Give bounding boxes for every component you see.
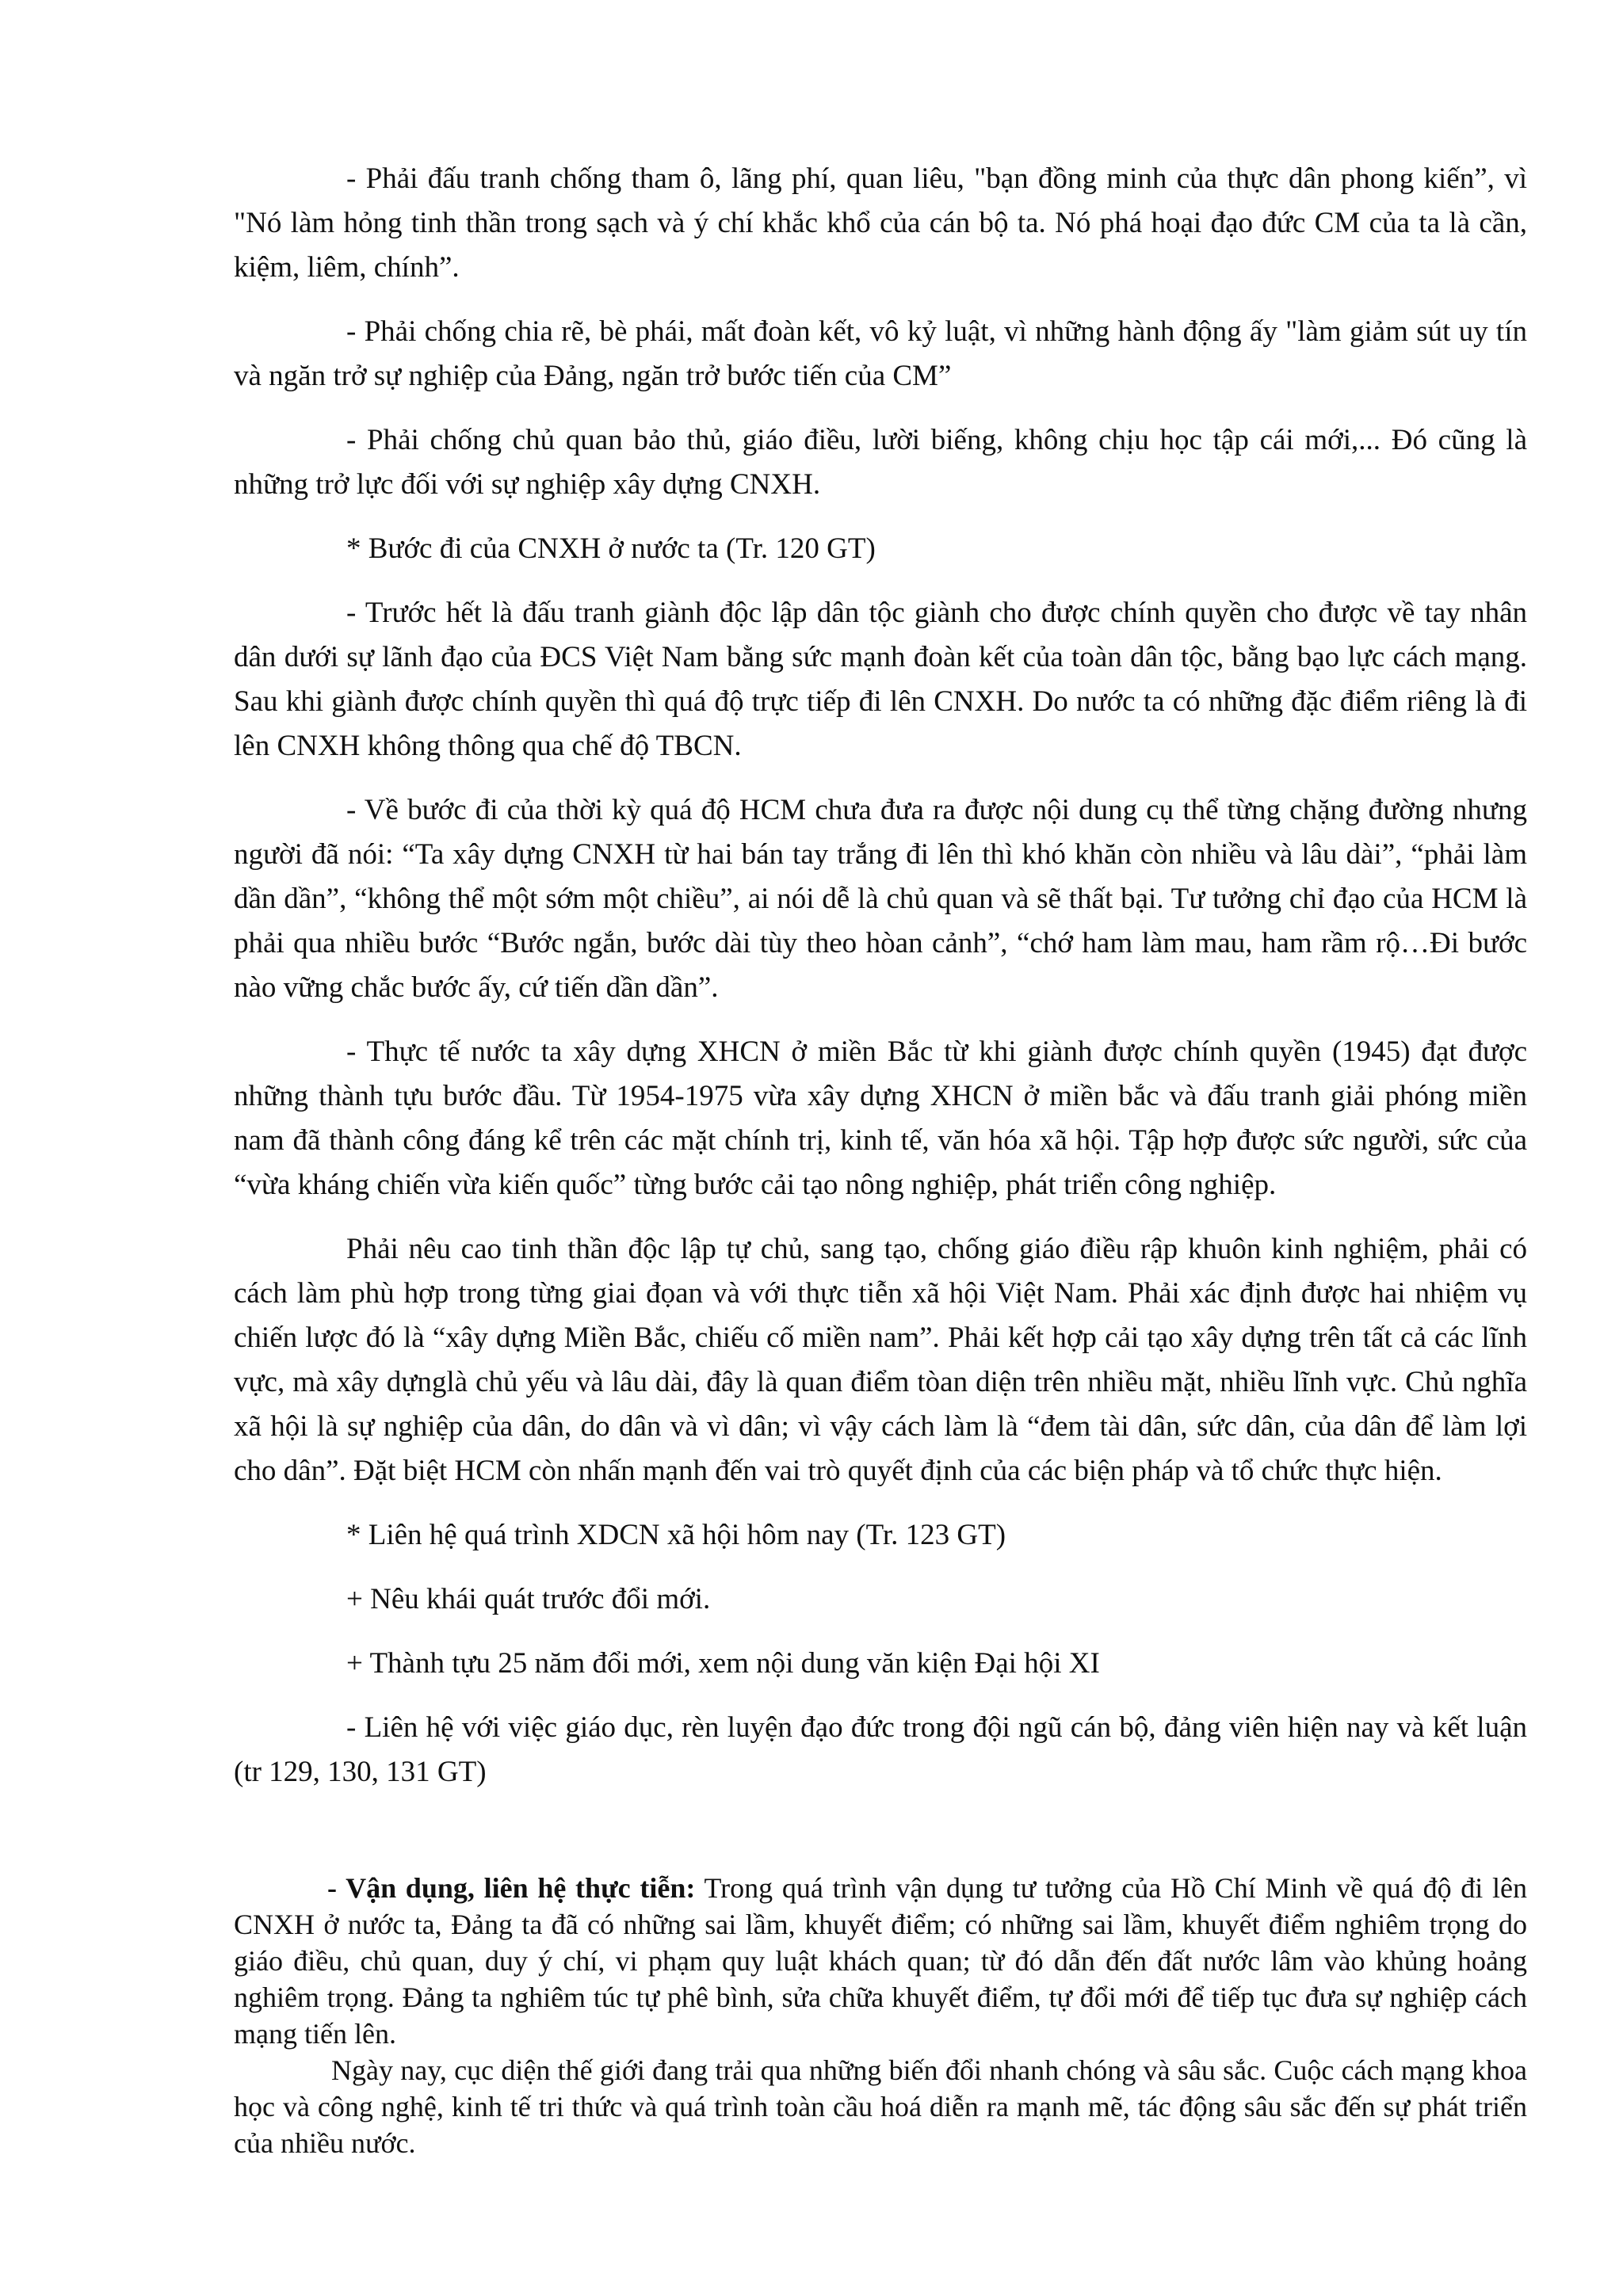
application-section xyxy=(234,1870,1527,2161)
paragraph-ethics-education: - Liên hệ với việc giáo dục, rèn luyện đạo đức trong đội ngũ cán bộ, đảng viên hiện nay và kết luận (tr 129, 130, 131 GT) xyxy=(234,1711,1527,1788)
paragraph-anti-corruption: - Phải đấu tranh chống tham ô, lãng phí, quan liêu, "bạn đồng minh của thực dân phong kiến”, vì "Nó làm hỏng tinh thần trong sạch và ý chí khắc khổ của cán bộ ta. Nó phá hoại đạo đức CM của ta là cần, kiệm, liêm, chính”. xyxy=(234,162,1527,284)
paragraph-practical-application xyxy=(234,1870,1527,2052)
item-before-renovation: + Nêu khái quát trước đổi mới. xyxy=(346,1583,711,1615)
paragraph-anti-division: - Phải chống chia rẽ, bè phái, mất đoàn kết, vô kỷ luật, vì những hành động ấy "làm giảm sút uy tín và ngăn trở sự nghiệp của Đảng, ngăn trở bước tiến của CM” xyxy=(234,315,1527,392)
heading-current-relation: * Liên hệ quá trình XDCN xã hội hôm nay (Tr. 123 GT) xyxy=(346,1519,1006,1551)
application-heading: - Vận dụng, liên hệ thực tiễn: xyxy=(327,1872,696,1904)
paragraph-transition-steps: - Về bước đi của thời kỳ quá độ HCM chưa đưa ra được nội dung cụ thể từng chặng đường nhưng người đã nói: “Ta xây dựng CNXH từ hai bán tay trắng đi lên thì khó khăn còn nhiều và lâu dài”, “phải làm dần dần”, “không thể một sớm một chiều”, ai nói dễ là chủ quan và sẽ thất bại. Tư tưởng chỉ đạo của HCM là phải qua nhiều bước “Bước ngắn, bước dài tùy theo hòan cảnh”, “chớ ham làm mau, ham rầm rộ…Đi bước nào vững chắc bước ấy, cứ tiến dần dần”. xyxy=(234,794,1527,1004)
paragraph-independence-struggle: - Trước hết là đấu tranh giành độc lập dân tộc giành cho được chính quyền cho được về tay nhân dân dưới sự lãnh đạo của ĐCS Việt Nam bằng sức mạnh đoàn kết của toàn dân tộc, bằng bạo lực cách mạng. Sau khi giành được chính quyền thì quá độ trực tiếp đi lên CNXH. Do nước ta có những đặc điểm riêng là đi lên CNXH không thông qua chế độ TBCN. xyxy=(234,597,1527,762)
paragraph-world-situation: Ngày nay, cục diện thế giới đang trải qua những biến đổi nhanh chóng và sâu sắc. Cuộc cách mạng khoa học và công nghệ, kinh tế tri thức và quá trình toàn cầu hoá diễn ra mạnh mẽ, tác động sâu sắc đến sự phát triển của nhiều nước. xyxy=(234,2054,1527,2159)
item-renovation-achievements: + Thành tựu 25 năm đổi mới, xem nội dung văn kiện Đại hội XI xyxy=(346,1647,1100,1680)
paragraph-northern-construction: - Thực tế nước ta xây dựng XHCN ở miền Bắc từ khi giành được chính quyền (1945) đạt được những thành tựu bước đầu. Từ 1954-1975 vừa xây dựng XHCN ở miền bắc và đấu tranh giải phóng miền nam đã thành công đáng kể trên các mặt chính trị, kinh tế, văn hóa xã hội. Tập hợp được sức người, sức của “vừa kháng chiến vừa kiến quốc” từng bước cải tạo nông nghiệp, phát triển công nghiệp. xyxy=(234,1035,1527,1201)
main-text-block xyxy=(234,157,1527,1814)
application-body: Trong quá trình vận dụng tư tưởng của Hồ Chí Minh về quá độ đi lên CNXH ở nước ta, Đảng ta đã có những sai lầm, khuyết điểm; có những sai lầm, khuyết điểm nghiêm trọng do giáo điều, chủ quan, duy ý chí, vi phạm quy luật khách quan; từ đó dẫn đến đất nước lâm vào khủng hoảng nghiêm trọng. Đảng ta nghiêm túc tự phê bình, sửa chữa khuyết điểm, tự đổi mới để tiếp tục đưa sự nghiệp cách mạng tiến lên. xyxy=(234,1872,1528,2050)
heading-socialism-steps: * Bước đi của CNXH ở nước ta (Tr. 120 GT) xyxy=(346,532,876,565)
paragraph-anti-conservatism: - Phải chống chủ quan bảo thủ, giáo điều, lười biếng, không chịu học tập cái mới,... Đó cũng là những trở lực đối với sự nghiệp xây dựng CNXH. xyxy=(234,424,1527,501)
paragraph-self-reliance: Phải nêu cao tinh thần độc lập tự chủ, sang tạo, chống giáo điều rập khuôn kinh nghiệm, phải có cách làm phù hợp trong từng giai đọan và với thực tiễn xã hội Việt Nam. Phải xác định được hai nhiệm vụ chiến lược đó là “xây dựng Miền Bắc, chiếu cố miền nam”. Phải kết hợp cải tạo xây dựng trên tất cả các lĩnh vực, mà xây dựnglà chủ yếu và lâu dài, đây là quan điểm tòan diện trên nhiều mặt, nhiều lĩnh vực. Chủ nghĩa xã hội là sự nghiệp của dân, do dân và vì dân; vì vậy cách làm là “đem tài dân, sức dân, của dân để làm lợi cho dân”. Đặt biệt HCM còn nhấn mạnh đến vai trò quyết định của các biện pháp và tổ chức thực hiện. xyxy=(234,1233,1527,1487)
